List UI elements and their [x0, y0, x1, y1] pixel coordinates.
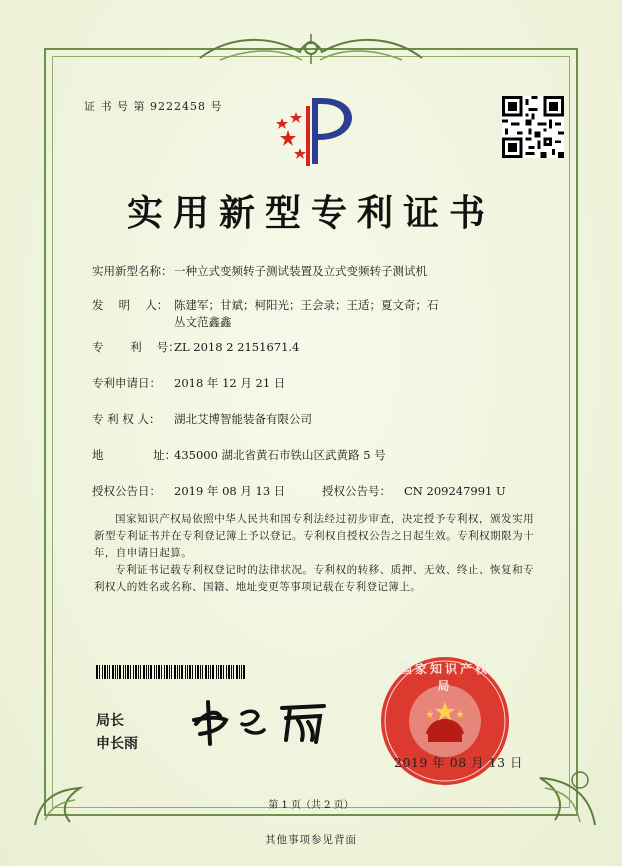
field-value: CN 209247991 U — [404, 484, 506, 498]
field-label: 专 利 权 人： — [92, 412, 161, 426]
certificate-title: 实用新型专利证书 — [126, 192, 495, 234]
field-filing-date — [92, 375, 286, 392]
field-address — [92, 447, 386, 464]
field-grant-date — [92, 483, 286, 500]
field-value: 2018 年 12 月 21 日 — [174, 376, 286, 390]
field-label: 地 址： — [92, 448, 177, 462]
field-label: 专 利 号： — [92, 340, 180, 354]
field-value: 湖北艾博智能装备有限公司 — [174, 412, 312, 426]
certificate-number: 证 书 号 第 9222458 号 — [84, 100, 223, 113]
top-ornament-icon — [190, 30, 432, 70]
qr-code-icon — [502, 96, 564, 158]
patent-office-emblem-icon — [270, 92, 360, 172]
seal-text: 国家知识产权局 — [399, 662, 490, 693]
field-value: 陈建军；甘斌；柯阳光；王会录；王适；夏文奇；石丛文范鑫鑫 — [174, 298, 439, 329]
field-label: 发 明 人： — [92, 298, 169, 312]
field-value: 435000 湖北省黄石市铁山区武黄路 5 号 — [174, 448, 386, 462]
field-inventors — [92, 297, 439, 329]
field-label: 专利申请日： — [92, 376, 161, 390]
director-signature-icon — [186, 694, 336, 750]
footer-note: 其他事项参见背面 — [265, 834, 357, 846]
page-number: 第 1 页（共 2 页） — [268, 800, 354, 811]
field-label: 授权公告号： — [322, 484, 391, 498]
field-label: 实用新型名称： — [92, 264, 173, 278]
field-value: 一种立式变频转子测试装置及立式变频转子测试机 — [174, 264, 427, 278]
field-utility-name — [92, 263, 427, 280]
barcode-icon — [96, 665, 246, 679]
director-title: 局长 — [96, 713, 124, 729]
seal-date: 2019 年 08 月 13 日 — [394, 755, 523, 770]
field-patentee — [92, 411, 312, 428]
body-paragraph-1: 国家知识产权局依照中华人民共和国专利法经过初步审查，决定授予专利权，颁发实用新型专利证书并在专利登记簿上予以登记。专利权自授权公告之日起生效。专利权期限为十年，自申请日起算。 — [94, 513, 534, 559]
field-label: 授权公告日： — [92, 484, 161, 498]
body-paragraph-2: 专利证书记载专利权登记时的法律状况。专利权的转移、质押、无效、终止、恢复和专利权人的姓名或名称、国籍、地址变更等事项记载在专利登记簿上。 — [94, 564, 534, 593]
field-value: ZL 2018 2 2151671.4 — [174, 340, 300, 354]
field-grant-number — [322, 483, 506, 500]
bottom-right-ornament-icon — [520, 740, 600, 830]
field-value: 2019 年 08 月 13 日 — [174, 484, 286, 498]
director-name: 申长雨 — [96, 736, 138, 752]
field-patent-number — [92, 339, 300, 356]
